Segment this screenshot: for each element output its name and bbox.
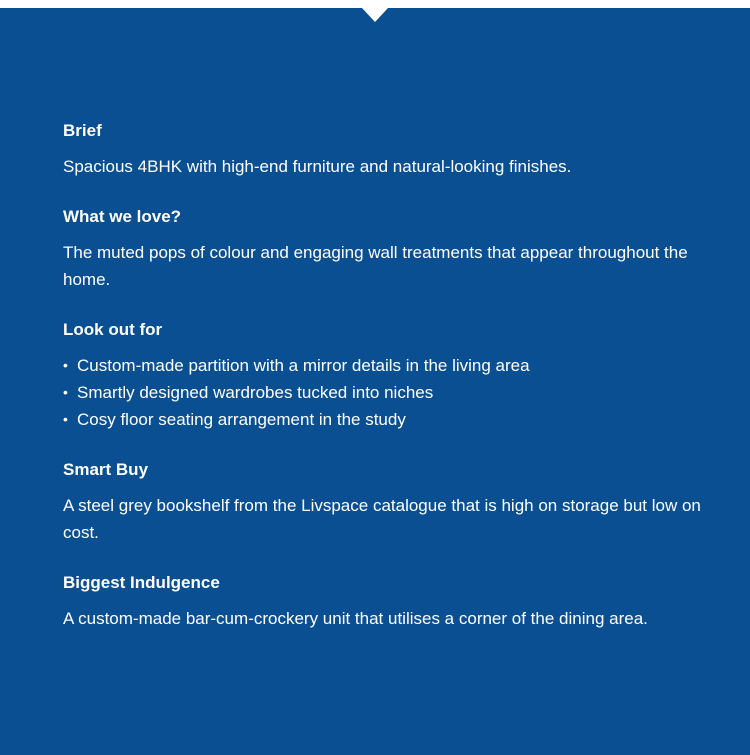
biggest-indulgence-text: A custom-made bar-cum-crockery unit that utilises a corner of the dining area. bbox=[63, 609, 648, 628]
list-item: • Cosy floor seating arrangement in the study bbox=[63, 406, 703, 433]
brief-section bbox=[63, 120, 703, 180]
what-we-love-section bbox=[63, 206, 703, 293]
top-strip bbox=[0, 0, 750, 8]
list-item: • Custom-made partition with a mirror details in the living area bbox=[63, 352, 703, 379]
what-we-love-text: The muted pops of colour and engaging wall treatments that appear throughout the home. bbox=[63, 243, 688, 289]
project-details bbox=[63, 120, 703, 658]
what-we-love-heading: What we love? bbox=[63, 207, 182, 226]
smart-buy-heading: Smart Buy bbox=[63, 460, 149, 479]
smart-buy-text: A steel grey bookshelf from the Livspace catalogue that is high on storage but low on cost. bbox=[63, 496, 701, 542]
brief-text: Spacious 4BHK with high-end furniture and natural-looking finishes. bbox=[63, 157, 572, 176]
biggest-indulgence-heading: Biggest Indulgence bbox=[63, 573, 220, 592]
brief-heading: Brief bbox=[63, 121, 102, 140]
smart-buy-section bbox=[63, 459, 703, 546]
look-out-for-heading: Look out for bbox=[63, 320, 163, 339]
biggest-indulgence-section bbox=[63, 572, 703, 632]
look-out-for-section bbox=[63, 319, 703, 433]
pointer-notch bbox=[362, 8, 388, 22]
look-out-for-list bbox=[63, 352, 703, 433]
list-item: • Smartly designed wardrobes tucked into niches bbox=[63, 379, 703, 406]
